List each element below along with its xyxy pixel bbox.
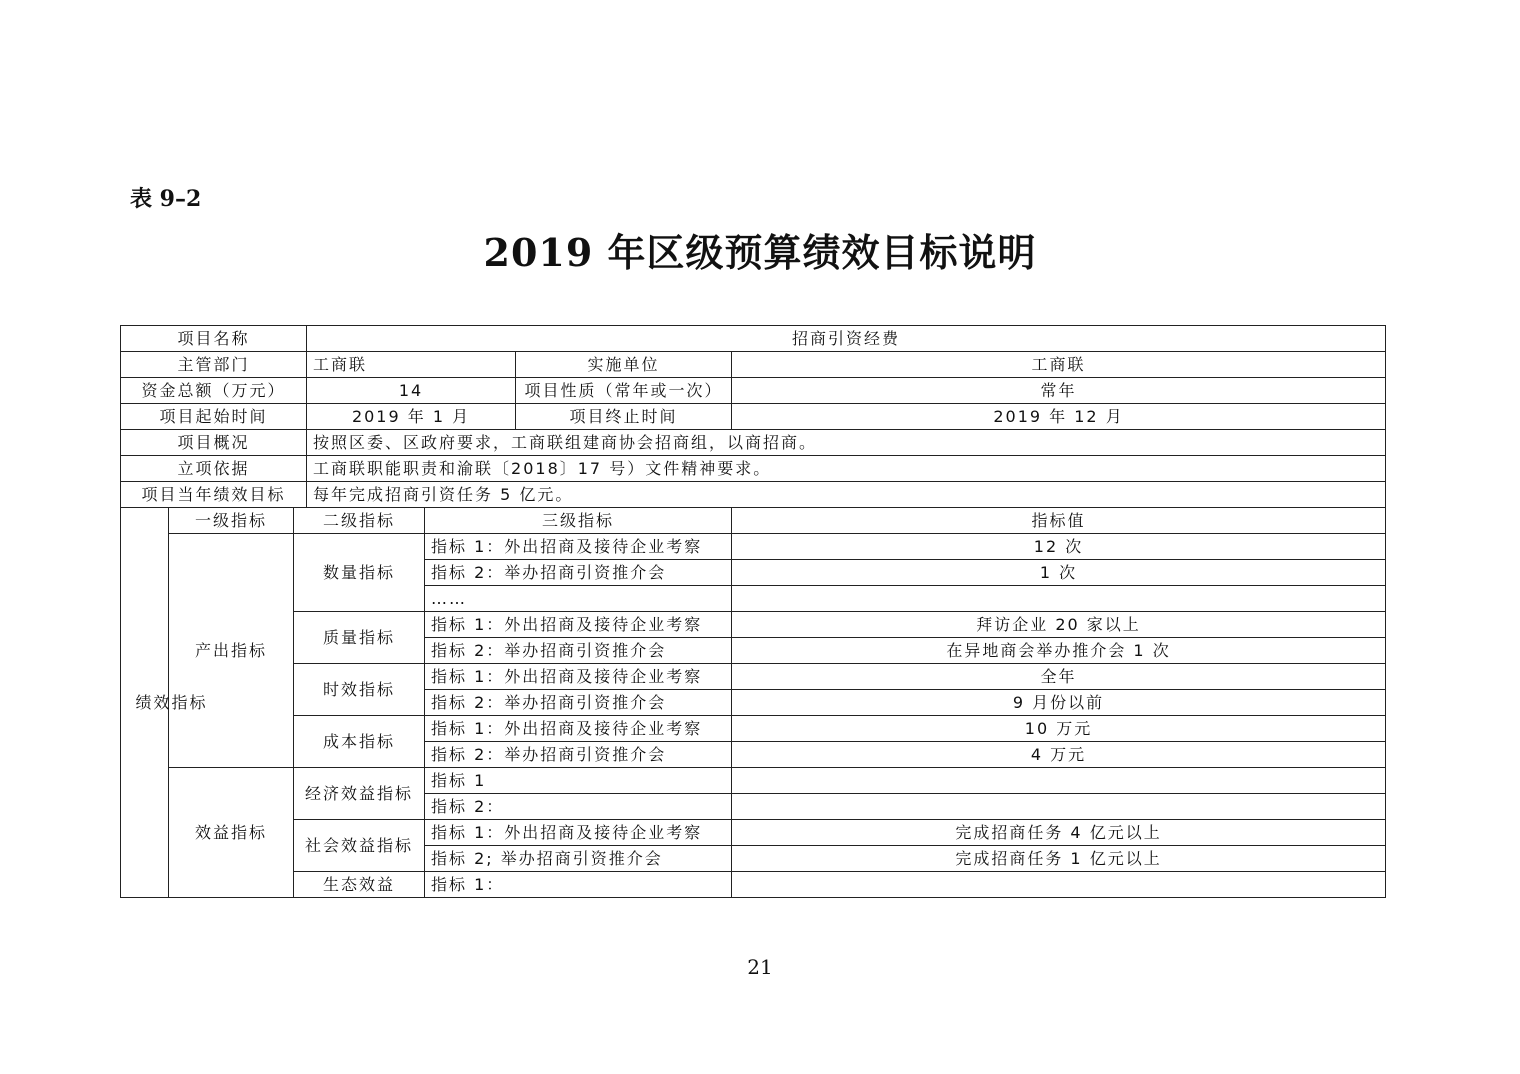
ecological-indicator-label: 生态效益 — [294, 872, 425, 898]
table-row — [121, 326, 1386, 352]
value-cell: 10 万元 — [732, 716, 1386, 742]
project-name-label: 项目名称 — [121, 326, 307, 352]
table-row — [121, 352, 1386, 378]
indicator-cell: 指标 1：外出招商及接待企业考察 — [425, 534, 732, 560]
dept-label: 主管部门 — [121, 352, 307, 378]
fund-label: 资金总额（万元） — [121, 378, 307, 404]
value-cell: 拜访企业 20 家以上 — [732, 612, 1386, 638]
perf-side-label: 绩效指标 — [121, 508, 169, 898]
impl-value: 工商联 — [732, 352, 1386, 378]
value-cell — [732, 794, 1386, 820]
basis-label: 立项依据 — [121, 456, 307, 482]
basis-value: 工商联职能职责和渝联〔2018〕17 号）文件精神要求。 — [307, 456, 1386, 482]
value-cell: 完成招商任务 1 亿元以上 — [732, 846, 1386, 872]
indicator-cell: 指标 2：举办招商引资推介会 — [425, 560, 732, 586]
indicator-cell: 指标 1 — [425, 768, 732, 794]
table-row — [121, 404, 1386, 430]
page-number: 21 — [747, 955, 773, 979]
overview-value: 按照区委、区政府要求，工商联组建商协会招商组，以商招商。 — [307, 430, 1386, 456]
page-title: 2019 年区级预算绩效目标说明 — [483, 230, 1037, 275]
overview-label: 项目概况 — [121, 430, 307, 456]
end-label: 项目终止时间 — [516, 404, 732, 430]
social-indicator-label: 社会效益指标 — [294, 820, 425, 872]
indicator-cell: 指标 1：外出招商及接待企业考察 — [425, 820, 732, 846]
col-level1-header: 一级指标 — [169, 508, 294, 534]
value-cell — [732, 586, 1386, 612]
value-cell: 全年 — [732, 664, 1386, 690]
value-cell: 1 次 — [732, 560, 1386, 586]
indicator-cell: 指标 2： — [425, 794, 732, 820]
table-row — [121, 768, 1386, 794]
indicator-cell: 指标 1：外出招商及接待企业考察 — [425, 612, 732, 638]
table-row — [121, 612, 1386, 638]
economic-indicator-label: 经济效益指标 — [294, 768, 425, 820]
value-cell — [732, 768, 1386, 794]
indicator-cell: 指标 2：举办招商引资推介会 — [425, 638, 732, 664]
end-value: 2019 年 12 月 — [732, 404, 1386, 430]
col-value-header: 指标值 — [732, 508, 1386, 534]
value-cell: 9 月份以前 — [732, 690, 1386, 716]
value-cell: 完成招商任务 4 亿元以上 — [732, 820, 1386, 846]
goal-value: 每年完成招商引资任务 5 亿元。 — [307, 482, 1386, 508]
output-indicator-label: 产出指标 — [169, 534, 294, 768]
quality-indicator-label: 质量指标 — [294, 612, 425, 664]
table-row — [121, 820, 1386, 846]
indicator-cell: 指标 2：举办招商引资推介会 — [425, 742, 732, 768]
performance-table — [120, 325, 1386, 898]
table-row — [121, 534, 1386, 560]
impl-label: 实施单位 — [516, 352, 732, 378]
dept-value: 工商联 — [307, 352, 516, 378]
table-row — [121, 378, 1386, 404]
value-cell: 12 次 — [732, 534, 1386, 560]
cost-indicator-label: 成本指标 — [294, 716, 425, 768]
col-level3-header: 三级指标 — [425, 508, 732, 534]
indicator-cell: 指标 2; 举办招商引资推介会 — [425, 846, 732, 872]
value-cell: 4 万元 — [732, 742, 1386, 768]
fund-value: 14 — [307, 378, 516, 404]
benefit-indicator-label: 效益指标 — [169, 768, 294, 898]
table-row — [121, 430, 1386, 456]
goal-label: 项目当年绩效目标 — [121, 482, 307, 508]
table-number: 表 9–2 — [130, 186, 202, 212]
indicator-cell: 指标 2：举办招商引资推介会 — [425, 690, 732, 716]
indicator-cell: 指标 1：外出招商及接待企业考察 — [425, 716, 732, 742]
table-row — [121, 872, 1386, 898]
table-row — [121, 508, 1386, 534]
table-row — [121, 716, 1386, 742]
start-value: 2019 年 1 月 — [307, 404, 516, 430]
project-name-value: 招商引资经费 — [307, 326, 1386, 352]
table-row — [121, 456, 1386, 482]
col-level2-header: 二级指标 — [294, 508, 425, 534]
nature-label: 项目性质（常年或一次） — [516, 378, 732, 404]
table-row — [121, 482, 1386, 508]
value-cell — [732, 872, 1386, 898]
indicator-cell: …… — [425, 586, 732, 612]
table-row — [121, 664, 1386, 690]
value-cell: 在异地商会举办推介会 1 次 — [732, 638, 1386, 664]
nature-value: 常年 — [732, 378, 1386, 404]
quantity-indicator-label: 数量指标 — [294, 534, 425, 612]
timeliness-indicator-label: 时效指标 — [294, 664, 425, 716]
start-label: 项目起始时间 — [121, 404, 307, 430]
indicator-cell: 指标 1：外出招商及接待企业考察 — [425, 664, 732, 690]
indicator-cell: 指标 1： — [425, 872, 732, 898]
